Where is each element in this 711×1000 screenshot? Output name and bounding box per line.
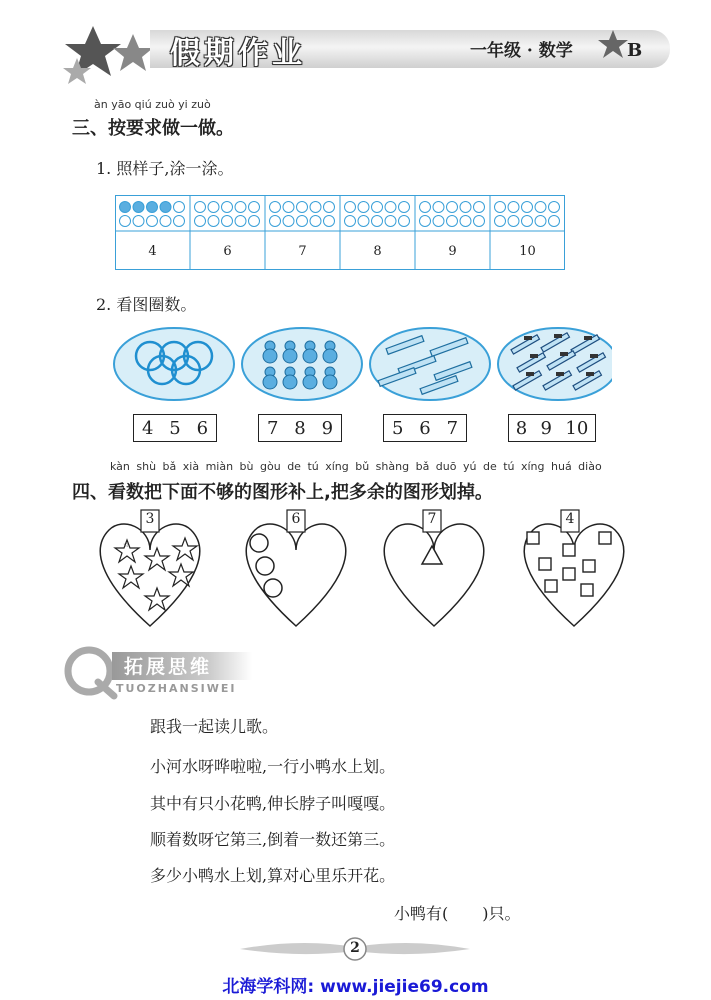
answer-suffix: )只。 — [482, 904, 521, 923]
bead-empty[interactable] — [385, 202, 396, 213]
bead-empty[interactable] — [147, 216, 158, 227]
bead-empty[interactable] — [495, 216, 506, 227]
grade-label: 一年级 · 数学 — [470, 41, 573, 61]
q1-title: 1. 照样子,涂一涂。 — [96, 159, 234, 178]
rings-group — [114, 328, 234, 400]
choice-number[interactable]: 9 — [540, 417, 552, 439]
bead-empty[interactable] — [345, 202, 356, 213]
toothbrushes-a-choices — [383, 414, 467, 442]
heart-4-number: 4 — [565, 511, 575, 527]
bead-count-label: 10 — [519, 244, 536, 259]
answer-line — [394, 901, 521, 924]
q2-pictures — [112, 326, 612, 406]
heart-stars — [100, 510, 199, 626]
bead-empty[interactable] — [208, 216, 219, 227]
bead-empty[interactable] — [283, 202, 294, 213]
page-title: 假期作业 — [170, 36, 306, 71]
bead-empty[interactable] — [208, 202, 219, 213]
bead-empty[interactable] — [283, 216, 294, 227]
bead-empty[interactable] — [508, 202, 519, 213]
gourds-choices — [258, 414, 342, 442]
heart-triangles — [384, 510, 483, 626]
bead-empty[interactable] — [399, 202, 410, 213]
toothbrushes-b-choices — [508, 414, 596, 442]
bead-empty[interactable] — [358, 216, 369, 227]
bead-empty[interactable] — [447, 202, 458, 213]
bead-count-label: 8 — [373, 244, 382, 259]
bead-empty[interactable] — [195, 202, 206, 213]
bead-empty[interactable] — [508, 216, 519, 227]
choice-number[interactable]: 7 — [446, 417, 459, 439]
bead-empty[interactable] — [549, 202, 560, 213]
bead-empty[interactable] — [324, 202, 335, 213]
badge-star-icon — [596, 28, 630, 62]
bead-empty[interactable] — [372, 202, 383, 213]
section4-title: 四、看数把下面不够的图形补上,把多余的图形划掉。 — [72, 482, 493, 503]
bead-count-label: 7 — [298, 244, 307, 259]
bead-empty[interactable] — [420, 202, 431, 213]
poem-line: 跟我一起读儿歌。 — [150, 717, 279, 736]
bead-filled[interactable] — [120, 202, 131, 213]
bead-empty[interactable] — [249, 202, 260, 213]
bead-empty[interactable] — [222, 216, 233, 227]
heart-2-number: 6 — [291, 511, 301, 527]
bead-empty[interactable] — [133, 216, 144, 227]
choice-number[interactable]: 6 — [196, 417, 209, 439]
q2-title: 2. 看图圈数。 — [96, 295, 197, 314]
bead-empty[interactable] — [535, 216, 546, 227]
bead-empty[interactable] — [420, 216, 431, 227]
choice-number[interactable]: 5 — [391, 417, 404, 439]
section4-pinyin: kàn shù bǎ xià miàn bù gòu de tú xíng bǔ shàng bǎ duō yú de tú xíng huá diào — [110, 460, 602, 473]
poem-line: 其中有只小花鸭,伸长脖子叫嘎嘎。 — [150, 794, 396, 813]
bead-empty[interactable] — [372, 216, 383, 227]
bead-empty[interactable] — [195, 216, 206, 227]
bead-empty[interactable] — [297, 216, 308, 227]
choice-number[interactable]: 6 — [419, 417, 431, 439]
bead-empty[interactable] — [495, 202, 506, 213]
heart-circles — [246, 510, 345, 626]
section3-title: 三、按要求做一做。 — [72, 118, 234, 139]
hearts-figure — [85, 508, 645, 640]
bead-empty[interactable] — [270, 202, 281, 213]
bead-empty[interactable] — [235, 202, 246, 213]
bead-empty[interactable] — [474, 216, 485, 227]
rings-choices — [133, 414, 217, 442]
section3-pinyin: àn yāo qiú zuò yi zuò — [94, 98, 211, 111]
bead-empty[interactable] — [447, 216, 458, 227]
bead-empty[interactable] — [522, 202, 533, 213]
toothbrushes-group-b — [498, 328, 612, 400]
heart-3-number: 7 — [427, 511, 437, 527]
bead-empty[interactable] — [324, 216, 335, 227]
choice-number[interactable]: 8 — [294, 417, 306, 439]
bead-empty[interactable] — [249, 216, 260, 227]
bead-empty[interactable] — [160, 216, 171, 227]
choice-number[interactable]: 10 — [565, 417, 589, 439]
bead-empty[interactable] — [120, 216, 131, 227]
gourds-group — [242, 328, 362, 400]
bead-empty[interactable] — [297, 202, 308, 213]
poem-line: 小河水呀哗啦啦,一行小鸭水上划。 — [150, 757, 396, 776]
bead-table — [115, 195, 565, 270]
bead-empty[interactable] — [174, 202, 185, 213]
bead-filled[interactable] — [147, 202, 158, 213]
bead-empty[interactable] — [460, 216, 471, 227]
bead-empty[interactable] — [310, 202, 321, 213]
bead-empty[interactable] — [433, 202, 444, 213]
bead-filled[interactable] — [160, 202, 171, 213]
bead-empty[interactable] — [522, 216, 533, 227]
poem-line: 多少小鸭水上划,算对心里乐开花。 — [150, 866, 396, 885]
choice-number[interactable]: 5 — [169, 417, 181, 439]
extension-title: 拓展思维 — [124, 656, 213, 678]
choice-number[interactable]: 4 — [141, 417, 154, 439]
bead-count-label: 4 — [148, 244, 157, 259]
heart-squares — [524, 510, 623, 626]
bead-empty[interactable] — [345, 216, 356, 227]
bead-empty[interactable] — [235, 216, 246, 227]
bead-empty[interactable] — [358, 202, 369, 213]
bead-empty[interactable] — [549, 216, 560, 227]
edition-badge: B — [627, 40, 643, 61]
bead-empty[interactable] — [460, 202, 471, 213]
bead-empty[interactable] — [270, 216, 281, 227]
heart-1-number: 3 — [145, 511, 155, 527]
bead-empty[interactable] — [399, 216, 410, 227]
bead-empty[interactable] — [222, 202, 233, 213]
header-stars-decoration — [55, 18, 165, 90]
toothbrushes-group-a — [370, 328, 490, 400]
bead-empty[interactable] — [535, 202, 546, 213]
choice-number[interactable]: 7 — [266, 417, 279, 439]
bead-empty[interactable] — [174, 216, 185, 227]
answer-prefix: 小鸭有( — [394, 904, 449, 923]
choice-number[interactable]: 9 — [321, 417, 334, 439]
bead-empty[interactable] — [385, 216, 396, 227]
bead-empty[interactable] — [433, 216, 444, 227]
star-label: ☆ — [123, 541, 130, 549]
choice-number[interactable]: 8 — [515, 417, 528, 439]
bead-empty[interactable] — [474, 202, 485, 213]
extension-subtitle: TUOZHANSIWEI — [116, 682, 237, 695]
bead-count-label: 9 — [448, 244, 457, 259]
watermark-url[interactable]: 北海学科网: www.jiejie69.com — [222, 977, 489, 997]
bead-count-label: 6 — [223, 244, 232, 259]
poem-line: 顺着数呀它第三,倒着一数还第三。 — [150, 830, 396, 849]
bead-empty[interactable] — [310, 216, 321, 227]
page-number: 2 — [350, 940, 360, 956]
bead-filled[interactable] — [133, 202, 144, 213]
